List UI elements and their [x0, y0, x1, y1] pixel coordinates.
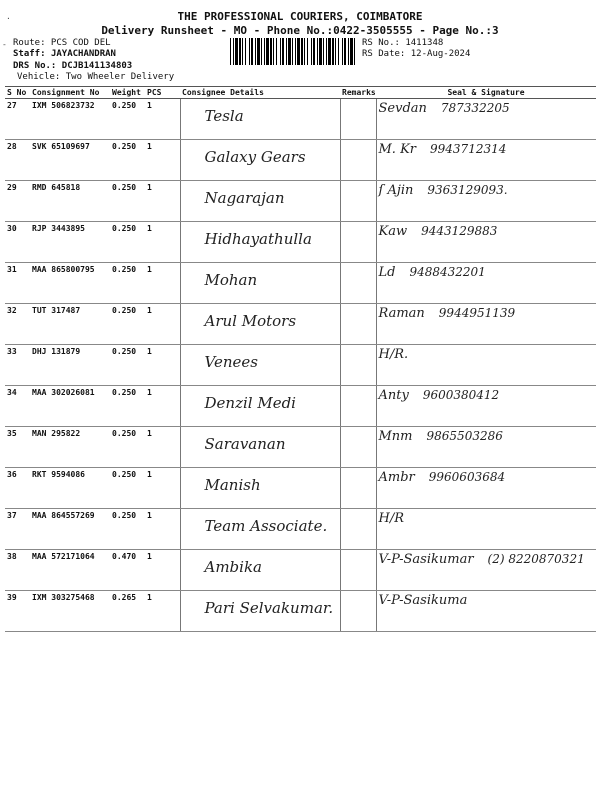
- signature-phone: 9943712314: [430, 142, 507, 156]
- barcode-bar: [304, 38, 305, 65]
- cell-weight: 0.250: [110, 304, 145, 345]
- scan-dot: ·: [6, 14, 11, 23]
- barcode-bar: [286, 38, 287, 65]
- consignee-handwriting: Mohan: [204, 271, 258, 289]
- signature-handwriting: [379, 183, 595, 198]
- barcode-bar: [255, 38, 256, 65]
- cell-weight: 0.250: [110, 222, 145, 263]
- signature-name: Raman: [378, 306, 425, 321]
- consignee-handwriting: Manish: [204, 476, 261, 494]
- col-header-consignment: Consignment No: [30, 87, 110, 99]
- barcode-bar: [323, 38, 324, 65]
- cell-weight: 0.250: [110, 509, 145, 550]
- cell-signature: [376, 427, 596, 468]
- cell-consignment: MAA 572171064: [30, 550, 110, 591]
- signature-handwriting: [379, 552, 595, 567]
- table-row: [5, 345, 596, 386]
- cell-consignment: MAA 865800795: [30, 263, 110, 304]
- signature-handwriting: [379, 101, 595, 116]
- barcode-bar: [280, 38, 281, 65]
- cell-weight: 0.250: [110, 427, 145, 468]
- cell-pcs: 1: [145, 591, 180, 632]
- barcode-bar: [242, 38, 243, 65]
- cell-weight: 0.250: [110, 468, 145, 509]
- barcode-bar: [273, 38, 274, 65]
- cell-consignee: [180, 222, 340, 263]
- table-header-row: [5, 87, 596, 99]
- cell-remarks: [340, 304, 376, 345]
- runsheet-table: [5, 86, 596, 632]
- col-header-sno: S No: [5, 87, 30, 99]
- barcode-bar: [249, 38, 250, 65]
- barcode-bar: [266, 38, 269, 65]
- cell-sno: 28: [5, 140, 30, 181]
- cell-sno: 30: [5, 222, 30, 263]
- barcode-bar: [261, 38, 262, 65]
- consignee-handwriting: Galaxy Gears: [204, 148, 306, 166]
- cell-signature: [376, 591, 596, 632]
- cell-pcs: 1: [145, 263, 180, 304]
- barcode-bar: [313, 38, 315, 65]
- cell-signature: [376, 99, 596, 140]
- consignee-handwriting: Saravanan: [204, 435, 286, 453]
- cell-remarks: [340, 181, 376, 222]
- barcode-bar: [233, 38, 234, 65]
- cell-signature: [376, 263, 596, 304]
- barcode-bar: [276, 38, 277, 65]
- cell-consignee: [180, 386, 340, 427]
- signature-handwriting: [379, 470, 595, 485]
- barcode-bar: [251, 38, 253, 65]
- barcode-bar: [311, 38, 312, 65]
- table-row: [5, 140, 596, 181]
- signature-name: Anty: [378, 388, 409, 403]
- cell-signature: [376, 222, 596, 263]
- cell-consignment: RJP 3443895: [30, 222, 110, 263]
- cell-signature: [376, 550, 596, 591]
- vehicle-label: Vehicle: Two Wheeler Delivery: [17, 72, 175, 82]
- cell-sno: 33: [5, 345, 30, 386]
- signature-handwriting: [379, 429, 595, 444]
- signature-name: V-P-Sasikumar: [378, 552, 474, 567]
- staff-label: Staff:: [13, 49, 46, 59]
- consignee-handwriting: Pari Selvakumar.: [204, 599, 334, 617]
- rs-number: RS No.: 1411348: [362, 38, 444, 48]
- cell-remarks: [340, 386, 376, 427]
- signature-handwriting: [379, 388, 595, 403]
- barcode-bar: [239, 38, 241, 65]
- table-row: [5, 222, 596, 263]
- cell-consignee: [180, 591, 340, 632]
- cell-consignee: [180, 99, 340, 140]
- drs-line: [13, 61, 132, 71]
- signature-phone: 9600380412: [422, 388, 500, 402]
- cell-remarks: [340, 427, 376, 468]
- cell-consignment: MAA 302026081: [30, 386, 110, 427]
- cell-consignment: SVK 65109697: [30, 140, 110, 181]
- table-row: [5, 181, 596, 222]
- cell-sno: 29: [5, 181, 30, 222]
- signature-phone: 9960603684: [428, 470, 506, 484]
- consignee-handwriting: Team Associate.: [204, 517, 328, 535]
- consignee-handwriting: Nagarajan: [204, 189, 285, 207]
- cell-pcs: 1: [145, 181, 180, 222]
- cell-signature: [376, 509, 596, 550]
- col-header-pcs: PCS: [145, 87, 180, 99]
- cell-consignment: RKT 9594086: [30, 468, 110, 509]
- cell-remarks: [340, 550, 376, 591]
- cell-pcs: 1: [145, 427, 180, 468]
- barcode-bar: [307, 38, 308, 65]
- cell-remarks: [340, 468, 376, 509]
- signature-handwriting: [379, 347, 595, 362]
- cell-pcs: 1: [145, 386, 180, 427]
- runsheet-subtitle: Delivery Runsheet - MO - Phone No.:0422-3505555 - Page No.:3: [101, 24, 499, 37]
- rs-date: RS Date: 12-Aug-2024: [362, 49, 471, 59]
- drs-label: DRS No.:: [13, 61, 57, 71]
- cell-pcs: 1: [145, 304, 180, 345]
- cell-signature: [376, 304, 596, 345]
- barcode-bar: [288, 38, 291, 65]
- cell-consignment: TUT 317487: [30, 304, 110, 345]
- cell-pcs: 1: [145, 99, 180, 140]
- signature-name: Ld: [378, 265, 396, 280]
- barcode-bar: [257, 38, 260, 65]
- barcode-bar: [292, 38, 293, 65]
- cell-consignee: [180, 140, 340, 181]
- col-header-weight: Weight: [110, 87, 145, 99]
- barcode-bar: [348, 38, 349, 65]
- cell-pcs: 1: [145, 509, 180, 550]
- col-header-consignee: Consignee Details: [180, 87, 340, 99]
- signature-name: Kaw: [378, 224, 408, 239]
- signature-phone: 9865503286: [426, 429, 503, 443]
- staff-value: JAYACHANDRAN: [50, 49, 116, 59]
- signature-phone: 9363129093.: [427, 183, 508, 197]
- cell-sno: 27: [5, 99, 30, 140]
- table-row: [5, 468, 596, 509]
- signature-phone: 9443129883: [421, 224, 498, 238]
- signature-handwriting: [379, 306, 595, 321]
- cell-consignee: [180, 427, 340, 468]
- cell-signature: [376, 181, 596, 222]
- barcode-bar: [332, 38, 334, 65]
- table-row: [5, 386, 596, 427]
- cell-sno: 32: [5, 304, 30, 345]
- signature-phone: 787332205: [440, 101, 510, 115]
- staff-line: [13, 49, 116, 59]
- table-row: [5, 550, 596, 591]
- barcode-image: [230, 38, 356, 65]
- barcode-bar: [328, 38, 331, 65]
- cell-sno: 37: [5, 509, 30, 550]
- signature-name: M. Kr: [378, 142, 417, 157]
- barcode-bar: [297, 38, 300, 65]
- cell-consignee: [180, 345, 340, 386]
- consignee-handwriting: Hidhayathulla: [204, 230, 312, 248]
- barcode-bar: [354, 38, 355, 65]
- barcode-bar: [235, 38, 238, 65]
- cell-signature: [376, 468, 596, 509]
- drs-value: DCJB141134803: [61, 61, 133, 71]
- cell-sno: 34: [5, 386, 30, 427]
- barcode-bar: [319, 38, 322, 65]
- cell-consignment: IXM 303275468: [30, 591, 110, 632]
- signature-handwriting: [379, 265, 595, 280]
- signature-phone: (2) 8220870321: [487, 552, 585, 566]
- barcode-bar: [335, 38, 336, 65]
- signature-handwriting: [379, 224, 595, 239]
- route-label: Route: PCS COD DEL: [13, 38, 111, 48]
- cell-weight: 0.470: [110, 550, 145, 591]
- col-header-remarks: Remarks: [342, 88, 376, 97]
- cell-sno: 36: [5, 468, 30, 509]
- cell-remarks: [340, 509, 376, 550]
- signature-handwriting: [379, 593, 595, 608]
- barcode-bar: [295, 38, 296, 65]
- signature-name: Ambr: [378, 470, 415, 485]
- barcode-bar: [245, 38, 246, 65]
- scan-dot: -: [2, 40, 7, 49]
- barcode-bar: [301, 38, 303, 65]
- cell-consignment: MAA 864557269: [30, 509, 110, 550]
- consignee-handwriting: Arul Motors: [204, 312, 297, 330]
- cell-sno: 31: [5, 263, 30, 304]
- table-row: [5, 591, 596, 632]
- company-title: THE PROFESSIONAL COURIERS, COIMBATORE: [177, 10, 423, 23]
- signature-name: Sevdan: [378, 101, 427, 116]
- cell-consignee: [180, 181, 340, 222]
- signature-name: Mnm: [378, 429, 413, 444]
- barcode-bar: [326, 38, 327, 65]
- cell-weight: 0.250: [110, 345, 145, 386]
- cell-weight: 0.250: [110, 140, 145, 181]
- signature-handwriting: [379, 142, 595, 157]
- cell-weight: 0.250: [110, 263, 145, 304]
- barcode-bar: [270, 38, 272, 65]
- consignee-handwriting: Tesla: [204, 107, 244, 125]
- cell-pcs: 1: [145, 550, 180, 591]
- consignee-handwriting: Denzil Medi: [204, 394, 296, 412]
- cell-pcs: 1: [145, 468, 180, 509]
- cell-remarks: [340, 345, 376, 386]
- cell-consignment: IXM 506823732: [30, 99, 110, 140]
- cell-pcs: 1: [145, 345, 180, 386]
- signature-phone: 9944951139: [438, 306, 516, 320]
- table-row: [5, 304, 596, 345]
- cell-signature: [376, 345, 596, 386]
- cell-weight: 0.250: [110, 99, 145, 140]
- barcode-bar: [338, 38, 339, 65]
- cell-remarks: [340, 140, 376, 181]
- cell-weight: 0.250: [110, 386, 145, 427]
- barcode-bar: [230, 38, 231, 65]
- table-row: [5, 99, 596, 140]
- cell-remarks: [340, 99, 376, 140]
- cell-consignment: DHJ 131879: [30, 345, 110, 386]
- cell-pcs: 1: [145, 140, 180, 181]
- table-row: [5, 427, 596, 468]
- barcode-bar: [344, 38, 346, 65]
- signature-name: H/R: [378, 511, 405, 526]
- cell-remarks: [340, 263, 376, 304]
- consignee-handwriting: Ambika: [204, 558, 262, 576]
- cell-signature: [376, 386, 596, 427]
- barcode-bar: [350, 38, 353, 65]
- barcode-bar: [264, 38, 265, 65]
- barcode-bar: [282, 38, 284, 65]
- cell-consignee: [180, 468, 340, 509]
- cell-consignment: MAN 295822: [30, 427, 110, 468]
- signature-handwriting: [379, 511, 595, 526]
- cell-consignee: [180, 304, 340, 345]
- signature-phone: 9488432201: [409, 265, 486, 279]
- signature-name: ſ Ajin: [378, 183, 414, 198]
- col-header-signature: Seal & Signature: [376, 87, 596, 99]
- cell-sno: 38: [5, 550, 30, 591]
- consignee-handwriting: Venees: [204, 353, 258, 371]
- barcode-bar: [317, 38, 318, 65]
- cell-weight: 0.250: [110, 181, 145, 222]
- cell-remarks: [340, 591, 376, 632]
- cell-remarks: [340, 222, 376, 263]
- cell-sno: 35: [5, 427, 30, 468]
- cell-weight: 0.265: [110, 591, 145, 632]
- cell-signature: [376, 140, 596, 181]
- cell-consignment: RMD 645818: [30, 181, 110, 222]
- cell-consignee: [180, 550, 340, 591]
- cell-consignee: [180, 509, 340, 550]
- signature-name: H/R.: [378, 347, 409, 362]
- signature-name: V-P-Sasikuma: [378, 593, 468, 608]
- table-row: [5, 509, 596, 550]
- table-row: [5, 263, 596, 304]
- barcode-bar: [342, 38, 343, 65]
- cell-sno: 39: [5, 591, 30, 632]
- cell-consignee: [180, 263, 340, 304]
- cell-pcs: 1: [145, 222, 180, 263]
